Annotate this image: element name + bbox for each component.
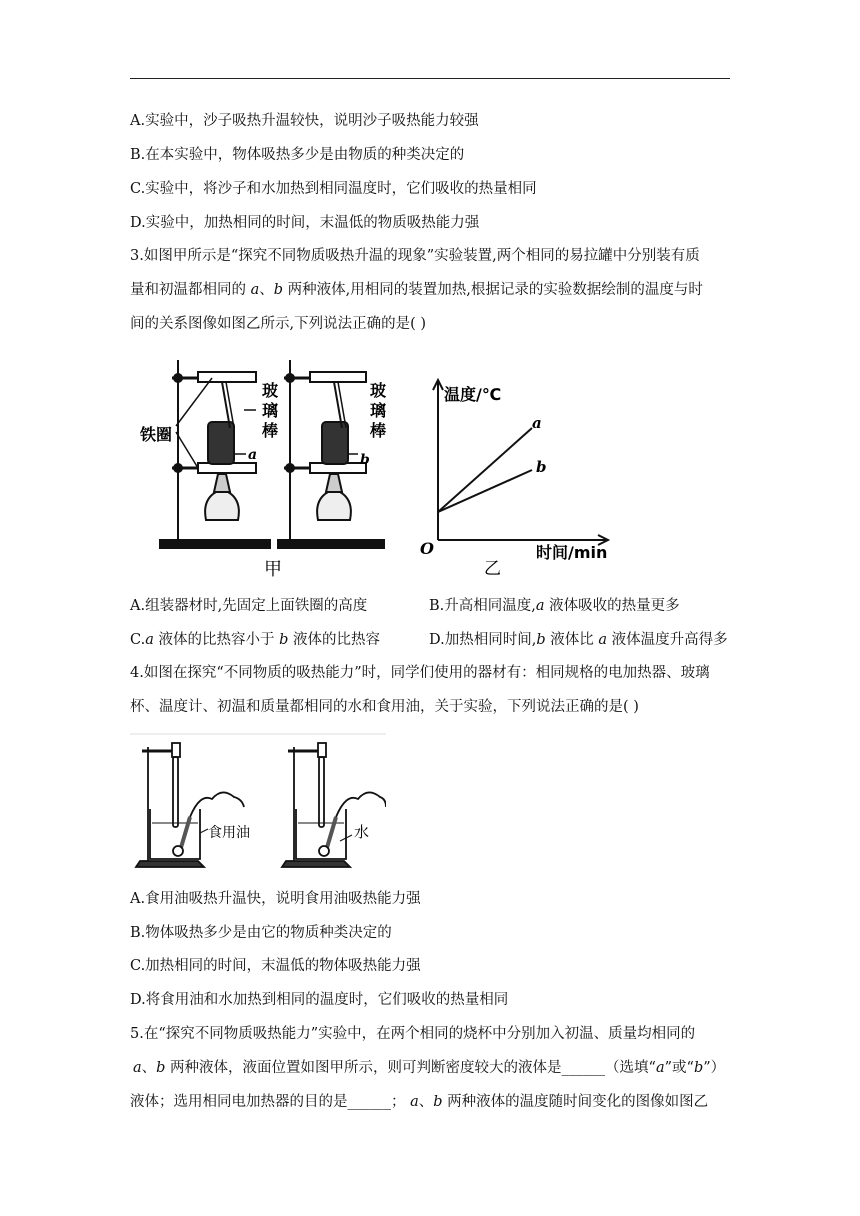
label-b: b [360,452,370,468]
q2-option-d: D.实验中，加热相同的时间，末温低的物质吸热能力强 [130,215,480,231]
q3-figure-jia [138,350,398,582]
q3-figure-yi-graph [414,374,624,578]
caption-jia: 甲 [264,559,282,580]
q4-stem-line1: 4.如图在探究“不同物质的吸热能力”时，同学们使用的器材有：相同规格的电加热器、玻璃 [130,665,710,681]
q5-line2: a、b 两种液体，液面位置如图甲所示，则可判断密度较大的液体是______（选填“a”或“b”） [133,1060,726,1076]
q3-option-a: A.组装器材时,先固定上面铁圈的高度 [130,598,368,614]
q5-line3: 液体；选用相同电加热器的目的是______； a、b 两种液体的温度随时间变化的图像如图乙 [130,1094,709,1110]
line-b-label: b [536,458,547,476]
q2-option-a: A.实验中，沙子吸热升温较快，说明沙子吸热能力较强 [130,113,479,129]
xlabel: 时间/min [536,543,608,562]
q3-option-d: D.加热相同时间,b 液体比 a 液体温度升高得多 [429,632,728,648]
origin: O [420,539,434,558]
q4-option-a: A.食用油吸热升温快，说明食用油吸热能力强 [130,891,421,907]
label-oil: 食用油 [208,825,250,841]
q5-line1: 5.在“探究不同物质吸热能力”实验中，在两个相同的烧杯中分别加入初温、质量均相同的 [130,1026,696,1042]
label-tiequan: 铁圈 [140,425,173,444]
line-a-label: a [532,414,542,432]
label-boli-1: 玻 [262,381,279,400]
q4-option-b: B.物体吸热多少是由它的物质种类决定的 [130,925,392,941]
label-a: a [248,447,258,463]
q3-option-b: B.升高相同温度,a 液体吸收的热量更多 [429,598,680,614]
q3-stem-line2: 量和初温都相同的 a、b 两种液体,用相同的装置加热,根据记录的实验数据绘制的温度与时 [130,282,703,298]
line-a [438,428,532,512]
header-rule [130,78,730,79]
q3-option-c: C.a 液体的比热容小于 b 液体的比热容 [130,632,380,648]
q3-stem-line3: 间的关系图像如图乙所示,下列说法正确的是( ) [130,316,427,332]
caption-yi: 乙 [484,559,501,578]
q2-option-b: B.在本实验中，物体吸热多少是由物质的种类决定的 [130,147,465,163]
line-b [438,470,532,512]
label-water: 水 [354,823,370,841]
label-boli-r1: 玻 [370,381,387,400]
q4-figure [130,733,386,875]
label-boli-3: 棒 [262,421,279,440]
q3-stem-line1: 3.如图甲所示是“探究不同物质吸热升温的现象”实验装置,两个相同的易拉罐中分别装有质 [130,248,700,264]
label-boli-r2: 璃 [370,401,387,420]
q2-option-c: C.实验中，将沙子和水加热到相同温度时，它们吸收的热量相同 [130,181,537,197]
label-boli-2: 璃 [262,401,279,420]
q4-stem-line2: 杯、温度计、初温和质量都相同的水和食用油，关于实验，下列说法正确的是( ) [130,699,639,715]
ylabel: 温度/℃ [444,385,502,404]
q4-option-d: D.将食用油和水加热到相同的温度时，它们吸收的热量相同 [130,992,509,1008]
label-boli-r3: 棒 [370,421,387,440]
q4-option-c: C.加热相同的时间，末温低的物体吸热能力强 [130,958,421,974]
